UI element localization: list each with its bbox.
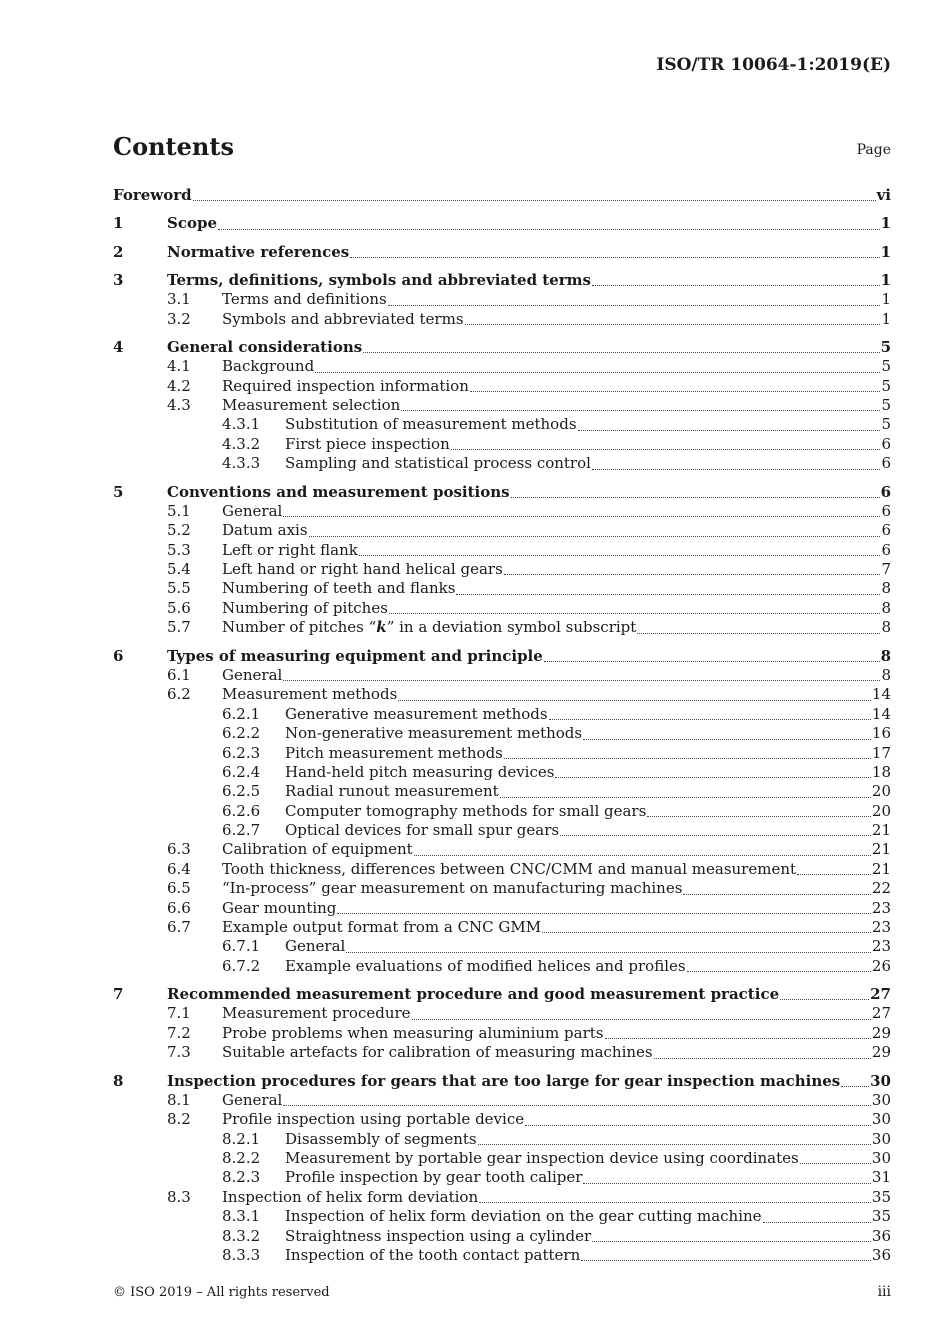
toc-entry-page: 35 [871, 1187, 891, 1206]
toc-entry[interactable] [113, 1149, 891, 1168]
toc-entry-number: 3.2 [167, 309, 191, 328]
toc-entry-title: General [285, 937, 346, 956]
page-title: Contents [113, 132, 234, 161]
table-of-contents [113, 186, 891, 1265]
toc-entry-number: 5.7 [167, 618, 191, 637]
toc-entry-number: 2 [113, 242, 124, 261]
toc-entry-title: Inspection of the tooth contact pattern [285, 1246, 581, 1265]
toc-entry-title: Terms and definitions [222, 290, 387, 309]
toc-entry[interactable] [113, 782, 891, 801]
toc-entry-number: 5.2 [167, 521, 191, 540]
toc-entry-title: Numbering of pitches [222, 598, 388, 617]
toc-entry-number: 3.1 [167, 290, 191, 309]
toc-entry-title: Profile inspection by gear tooth caliper [285, 1168, 583, 1187]
toc-entry-page: 21 [871, 859, 891, 878]
toc-entry[interactable] [113, 599, 891, 618]
toc-leader-dots [581, 1260, 871, 1261]
toc-entry-title: Sampling and statistical process control [285, 454, 591, 473]
toc-entry[interactable] [113, 860, 891, 879]
toc-entry-title: Required inspection information [222, 376, 469, 395]
toc-leader-dots [470, 391, 881, 392]
toc-entry-page: 23 [871, 898, 891, 917]
toc-entry[interactable] [113, 214, 891, 233]
toc-entry[interactable] [113, 1168, 891, 1187]
toc-leader-dots [500, 797, 871, 798]
toc-entry-number: 6 [113, 646, 124, 665]
toc-leader-dots [401, 410, 880, 411]
toc-leader-dots [560, 835, 871, 836]
toc-leader-dots [544, 661, 880, 662]
toc-entry[interactable] [113, 290, 891, 309]
toc-leader-dots [525, 1125, 871, 1126]
toc-leader-dots [283, 680, 880, 681]
toc-entry-number: 3 [113, 270, 124, 289]
toc-leader-dots [504, 574, 881, 575]
toc-entry-page: 5 [881, 396, 891, 415]
toc-entry-number: 6.2.3 [222, 743, 261, 762]
toc-entry[interactable] [113, 1091, 891, 1110]
toc-entry-page: 1 [880, 242, 891, 261]
toc-leader-dots [583, 739, 871, 740]
toc-entry-number: 5.4 [167, 560, 191, 579]
toc-entry-page: 1 [881, 309, 891, 328]
toc-leader-dots [583, 1183, 871, 1184]
toc-leader-dots [451, 449, 881, 450]
toc-entry-title: Normative references [167, 242, 350, 261]
toc-entry-page: 8 [881, 665, 891, 684]
toc-leader-dots [683, 894, 871, 895]
toc-entry-number: 7 [113, 985, 124, 1004]
toc-entry-number: 6.2.7 [222, 821, 261, 840]
toc-entry[interactable] [113, 271, 891, 290]
toc-leader-dots [800, 1163, 871, 1164]
symbol-k: k [376, 618, 387, 637]
toc-leader-dots [555, 777, 870, 778]
toc-entry-number: 8.2.2 [222, 1149, 261, 1168]
toc-entry-title: General [222, 501, 283, 520]
toc-entry[interactable] [113, 666, 891, 685]
toc-leader-dots [780, 999, 869, 1000]
toc-leader-dots [359, 555, 881, 556]
toc-entry-number: 6.2.6 [222, 801, 261, 820]
toc-leader-dots [350, 257, 879, 258]
toc-entry-page: 1 [880, 270, 891, 289]
toc-leader-dots [504, 758, 871, 759]
toc-entry-page: 30 [871, 1110, 891, 1129]
toc-entry[interactable] [113, 579, 891, 598]
toc-leader-dots [412, 1019, 871, 1020]
toc-entry[interactable] [113, 396, 891, 415]
toc-entry-page: 36 [871, 1246, 891, 1265]
toc-entry-page: 31 [871, 1168, 891, 1187]
toc-entry[interactable] [113, 521, 891, 540]
toc-entry-page: 23 [871, 918, 891, 937]
toc-entry-number: 8.2.1 [222, 1129, 261, 1148]
toc-entry-title: General [222, 665, 283, 684]
toc-entry-title: Symbols and abbreviated terms [222, 309, 464, 328]
toc-entry-title: Gear mounting [222, 898, 337, 917]
toc-entry[interactable] [113, 918, 891, 937]
toc-entry-page: vi [876, 186, 891, 204]
toc-leader-dots [592, 469, 881, 470]
toc-entry[interactable] [113, 802, 891, 821]
toc-entry-page: 27 [870, 985, 891, 1004]
toc-entry-page: 14 [871, 685, 891, 704]
toc-entry-title: Inspection of helix form deviation [222, 1187, 479, 1206]
toc-entry-title: Pitch measurement methods [285, 743, 503, 762]
toc-entry-title: Disassembly of segments [285, 1129, 477, 1148]
toc-entry-title: Hand-held pitch measuring devices [285, 762, 555, 781]
toc-entry-page: 1 [881, 290, 891, 309]
toc-entry[interactable] [113, 560, 891, 579]
toc-entry-title: Suitable artefacts for calibration of measuring machines [222, 1043, 653, 1062]
toc-entry-title: Generative measurement methods [285, 704, 548, 723]
toc-entry-number: 6.7.1 [222, 937, 261, 956]
toc-entry-title: First piece inspection [285, 434, 450, 453]
toc-entry-number: 8.3.3 [222, 1246, 261, 1265]
toc-entry-number: 7.1 [167, 1004, 191, 1023]
toc-entry-page: 35 [871, 1207, 891, 1226]
toc-entry[interactable] [113, 1227, 891, 1246]
toc-entry-number: 6.7.2 [222, 956, 261, 975]
toc-entry-page: 18 [871, 762, 891, 781]
toc-entry-title: Example evaluations of modified helices and profiles [285, 956, 686, 975]
toc-entry-title: Non-generative measurement methods [285, 724, 583, 743]
toc-entry-page: 6 [880, 482, 891, 501]
toc-leader-dots [315, 372, 880, 373]
toc-entry-number: 7.2 [167, 1023, 191, 1042]
toc-entry-page: 30 [871, 1149, 891, 1168]
toc-entry[interactable] [113, 186, 891, 205]
toc-entry-title: Inspection procedures for gears that are too large for gear inspection machines [167, 1071, 841, 1090]
toc-entry-title: Computer tomography methods for small gears [285, 801, 647, 820]
toc-entry[interactable] [113, 1188, 891, 1207]
toc-entry-title: General [222, 1090, 283, 1109]
toc-entry-page: 5 [880, 337, 891, 356]
toc-entry-title: Datum axis [222, 521, 308, 540]
toc-entry[interactable] [113, 647, 891, 666]
toc-entry[interactable] [113, 1207, 891, 1226]
toc-entry-page: 26 [871, 956, 891, 975]
toc-entry-title: Profile inspection using portable device [222, 1110, 525, 1129]
toc-entry-page: 30 [871, 1129, 891, 1148]
toc-entry-page: 6 [881, 540, 891, 559]
toc-entry-page: 7 [881, 560, 891, 579]
toc-entry-number: 6.7 [167, 918, 191, 937]
toc-entry[interactable] [113, 879, 891, 898]
toc-entry-title: Foreword [113, 186, 192, 204]
toc-entry-page: 1 [880, 214, 891, 233]
toc-entry-title: Optical devices for small spur gears [285, 821, 560, 840]
toc-entry-number: 8.3.1 [222, 1207, 261, 1226]
toc-entry-title: General considerations [167, 337, 363, 356]
toc-entry-number: 7.3 [167, 1043, 191, 1062]
toc-entry[interactable] [113, 1246, 891, 1265]
toc-entry-page: 17 [871, 743, 891, 762]
toc-entry[interactable] [113, 1004, 891, 1023]
toc-entry[interactable] [113, 415, 891, 434]
toc-entry[interactable] [113, 899, 891, 918]
toc-entry[interactable] [113, 618, 891, 637]
toc-entry-title: Numbering of teeth and flanks [222, 579, 456, 598]
toc-entry-page: 16 [871, 724, 891, 743]
toc-entry-page: 21 [871, 821, 891, 840]
toc-entry-number: 6.2.2 [222, 724, 261, 743]
toc-entry-number: 1 [113, 214, 124, 233]
toc-leader-dots [398, 700, 871, 701]
toc-entry-page: 30 [871, 1090, 891, 1109]
toc-entry-number: 5 [113, 482, 124, 501]
toc-entry[interactable] [113, 310, 891, 329]
document-id: ISO/TR 10064-1:2019(E) [656, 55, 891, 75]
toc-leader-dots [414, 855, 871, 856]
toc-leader-dots [309, 536, 881, 537]
toc-leader-dots [363, 352, 879, 353]
toc-entry-page: 5 [881, 357, 891, 376]
toc-entry-page: 5 [881, 415, 891, 434]
toc-entry[interactable] [113, 243, 891, 262]
toc-entry-number: 6.3 [167, 840, 191, 859]
toc-leader-dots [841, 1086, 869, 1087]
toc-entry[interactable] [113, 1130, 891, 1149]
toc-leader-dots [479, 1202, 871, 1203]
toc-leader-dots [549, 719, 871, 720]
toc-leader-dots [542, 932, 871, 933]
toc-entry[interactable] [113, 685, 891, 704]
toc-entry-number: 8 [113, 1071, 124, 1090]
toc-entry-title: Measurement methods [222, 685, 398, 704]
toc-leader-dots [389, 613, 881, 614]
toc-entry[interactable] [113, 541, 891, 560]
toc-entry-page: 8 [881, 618, 891, 637]
toc-entry-title: Left hand or right hand helical gears [222, 560, 503, 579]
toc-entry-page: 20 [871, 801, 891, 820]
toc-leader-dots [478, 1144, 871, 1145]
toc-entry-number: 5.5 [167, 579, 191, 598]
toc-entry-number: 6.2.1 [222, 704, 261, 723]
toc-entry-title: Example output format from a CNC GMM [222, 918, 542, 937]
toc-entry-title: Recommended measurement procedure and good measurement practice [167, 985, 780, 1004]
toc-entry-title: Types of measuring equipment and principle [167, 646, 543, 665]
toc-leader-dots [797, 874, 871, 875]
toc-leader-dots [193, 200, 876, 201]
toc-entry-number: 4.3.2 [222, 434, 261, 453]
toc-leader-dots [346, 952, 871, 953]
toc-entry-title: “In-process” gear measurement on manufacturing machines [222, 879, 683, 898]
toc-entry-number: 5.1 [167, 501, 191, 520]
toc-entry[interactable] [113, 338, 891, 357]
toc-entry[interactable] [113, 937, 891, 956]
toc-entry-number: 6.6 [167, 898, 191, 917]
toc-entry-page: 29 [871, 1043, 891, 1062]
toc-entry[interactable] [113, 357, 891, 376]
toc-entry-number: 6.2 [167, 685, 191, 704]
toc-entry-number: 4.3.1 [222, 415, 261, 434]
toc-leader-dots [388, 305, 881, 306]
toc-leader-dots [647, 816, 871, 817]
toc-entry-number: 8.3 [167, 1187, 191, 1206]
footer-copyright: © ISO 2019 – All rights reserved [113, 1285, 330, 1300]
toc-entry-number: 4 [113, 337, 124, 356]
toc-entry-title: Scope [167, 214, 218, 233]
toc-entry-number: 8.2.3 [222, 1168, 261, 1187]
toc-entry-number: 6.2.5 [222, 782, 261, 801]
toc-entry-title: Number of pitches “k” in a deviation symbol subscript [222, 618, 637, 637]
toc-entry[interactable] [113, 724, 891, 743]
toc-leader-dots [456, 594, 880, 595]
toc-entry-page: 30 [870, 1071, 891, 1090]
toc-entry-number: 4.3.3 [222, 454, 261, 473]
toc-entry-number: 6.1 [167, 665, 191, 684]
toc-entry-title: Probe problems when measuring aluminium parts [222, 1023, 604, 1042]
toc-entry-number: 6.5 [167, 879, 191, 898]
toc-entry[interactable] [113, 705, 891, 724]
toc-entry-number: 8.1 [167, 1090, 191, 1109]
toc-leader-dots [605, 1038, 871, 1039]
toc-entry[interactable] [113, 957, 891, 976]
toc-entry-title: Measurement by portable gear inspection device using coordinates [285, 1149, 799, 1168]
toc-entry[interactable] [113, 1024, 891, 1043]
toc-entry-number: 8.2 [167, 1110, 191, 1129]
toc-entry-number: 8.3.2 [222, 1226, 261, 1245]
toc-entry-title: Straightness inspection using a cylinder [285, 1226, 592, 1245]
toc-entry-page: 6 [881, 521, 891, 540]
toc-leader-dots [337, 913, 871, 914]
toc-entry[interactable] [113, 821, 891, 840]
toc-entry[interactable] [113, 1110, 891, 1129]
toc-entry-page: 8 [881, 579, 891, 598]
toc-entry-title: Measurement procedure [222, 1004, 411, 1023]
toc-entry-number: 6.2.4 [222, 762, 261, 781]
toc-leader-dots [592, 285, 880, 286]
toc-entry-title: Background [222, 357, 315, 376]
toc-entry-title: Conventions and measurement positions [167, 482, 510, 501]
toc-entry-title: Left or right flank [222, 540, 358, 559]
toc-entry[interactable] [113, 502, 891, 521]
toc-entry-number: 4.2 [167, 376, 191, 395]
toc-entry-page: 6 [881, 454, 891, 473]
toc-entry-title: Radial runout measurement [285, 782, 499, 801]
toc-leader-dots [218, 229, 880, 230]
toc-leader-dots [283, 1105, 871, 1106]
toc-entry-page: 22 [871, 879, 891, 898]
toc-entry[interactable] [113, 763, 891, 782]
toc-entry[interactable] [113, 985, 891, 1004]
toc-entry-page: 14 [871, 704, 891, 723]
toc-entry-page: 8 [880, 646, 891, 665]
toc-entry-page: 21 [871, 840, 891, 859]
toc-entry[interactable] [113, 1072, 891, 1091]
toc-entry-title: Tooth thickness, differences between CNC/CMM and manual measurement [222, 859, 797, 878]
toc-leader-dots [637, 633, 880, 634]
toc-entry-page: 20 [871, 782, 891, 801]
toc-leader-dots [283, 516, 880, 517]
toc-entry-number: 4.3 [167, 396, 191, 415]
toc-leader-dots [511, 497, 880, 498]
toc-entry-page: 8 [881, 598, 891, 617]
toc-entry-page: 29 [871, 1023, 891, 1042]
toc-leader-dots [465, 324, 881, 325]
page-column-label: Page [856, 142, 891, 158]
toc-entry-number: 6.4 [167, 859, 191, 878]
toc-entry-number: 4.1 [167, 357, 191, 376]
toc-entry[interactable] [113, 483, 891, 502]
toc-entry-page: 6 [881, 501, 891, 520]
toc-entry-number: 5.3 [167, 540, 191, 559]
toc-leader-dots [687, 971, 871, 972]
toc-entry-page: 6 [881, 434, 891, 453]
toc-entry-page: 5 [881, 376, 891, 395]
toc-entry-page: 23 [871, 937, 891, 956]
toc-entry-page: 36 [871, 1226, 891, 1245]
toc-entry-title: Terms, definitions, symbols and abbreviated terms [167, 270, 591, 289]
toc-leader-dots [654, 1058, 871, 1059]
toc-entry[interactable] [113, 454, 891, 473]
toc-entry-title: Measurement selection [222, 396, 401, 415]
footer-page-number: iii [877, 1284, 891, 1300]
toc-entry[interactable] [113, 377, 891, 396]
toc-entry-page: 27 [871, 1004, 891, 1023]
toc-leader-dots [578, 430, 881, 431]
toc-leader-dots [763, 1222, 871, 1223]
toc-entry-title: Calibration of equipment [222, 840, 413, 859]
toc-entry-number: 5.6 [167, 598, 191, 617]
toc-entry[interactable] [113, 744, 891, 763]
toc-entry-title: Substitution of measurement methods [285, 415, 577, 434]
toc-entry[interactable] [113, 840, 891, 859]
toc-leader-dots [592, 1241, 871, 1242]
toc-entry[interactable] [113, 435, 891, 454]
toc-entry-title: Inspection of helix form deviation on the gear cutting machine [285, 1207, 762, 1226]
toc-entry[interactable] [113, 1043, 891, 1062]
